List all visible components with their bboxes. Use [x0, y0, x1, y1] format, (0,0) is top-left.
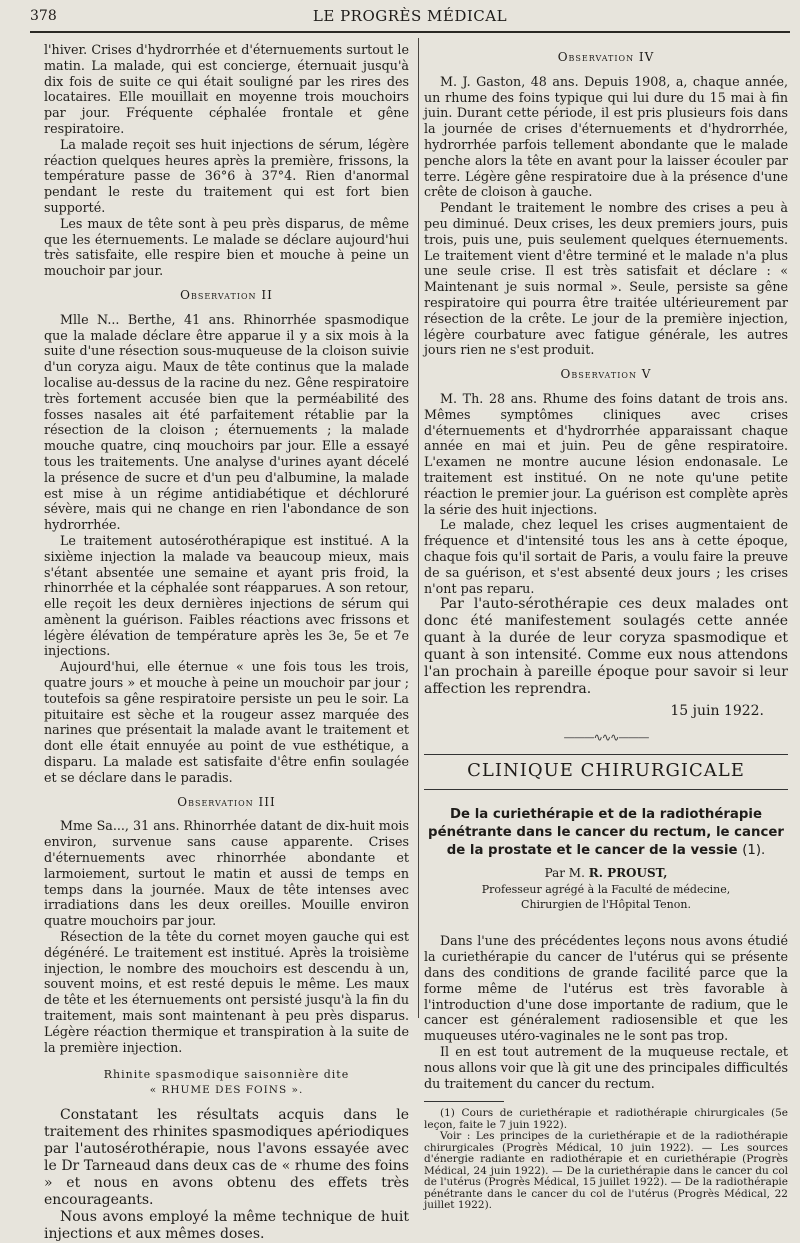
intro-paragraph: La malade reçoit ses huit injections de sérum, légère réaction quelques heures après la première, frissons, la température passe de 36°6 à 37°4. Rien d'anormal pendant le reste du traitement qui est fort bien supporté.: [44, 136, 409, 215]
observation-4-paragraph: Pendant le traitement le nombre des crises a peu à peu diminué. Deux crises, les deux premiers jours, puis trois, puis une, puis seulement quelques éternuements. Le traitement vient d'être terminé et le malade n'a plus une seule crise. Il est très satisfait et déclare : « Maintenant je suis normal ». Seule, persiste sa gêne respiratoire qui pourra être traitée ultérieurement par résection de la crête. Le jour de la première injection, légère courbature avec fatigue générale, les autres jours rien ne s'est produit.: [424, 200, 788, 358]
rhinite-subheading: « RHUME DES FOINS ».: [149, 1084, 304, 1097]
footnote: Voir : Les principes de la curiethérapie et de la radiothérapie chirurgicales (Progrès Médical, 10 juin 1922). — Les sources d'énergie radiante en radiothérapie et en curiethérapie (Progrès Médical, 24 juin 1922). — De la curiethérapie dans le cancer du col de l'utérus (Progrès Médical, 15 juillet 1922). — De la radiothérapie pénétrante dans le cancer du col de l'utérus (Progrès Médical, 22 juillet 1922).: [424, 1130, 788, 1212]
journal-title: LE PROGRÈS MÉDICAL: [312, 7, 508, 25]
section-ornament: ———∿∿∿———: [563, 731, 649, 745]
article-body: [424, 933, 788, 1091]
article-title: [424, 806, 788, 860]
intro-paragraph: Les maux de tête sont à peu près disparus, de même que les éternuements. Le malade se déclare aujourd'hui très satisfaite, elle respire bien et mouche à peine un mouchoir par jour.: [44, 215, 409, 279]
observation-3-paragraph: Mme Sa..., 31 ans. Rhinorrhée datant de dix-huit mois environ, survenue sans cause apparente. Crises d'éternuements avec rhinorrhée abondante et larmoiement, surtout le matin et aussi de temps en temps dans la journée. Maux de tête intenses avec irradiations dans les deux oreilles. Mouille environ quatre mouchoirs par jour.: [44, 818, 409, 929]
observation-5-paragraph: M. Th. 28 ans. Rhume des foins datant de trois ans. Mêmes symptômes cliniques avec crises d'éternuements et d'hydrorrhée apparaissant chaque année en mai et juin. Peu de gêne respiratoire. L'examen ne montre aucune lésion endonasale. Le traitement est institué. On ne note qu'une petite réaction le premier jour. La guérison est complète après la série des huit injections.: [424, 390, 788, 517]
right-column: [424, 42, 788, 1212]
conclusion-paragraph: Par l'auto-sérothérapie ces deux malades ont donc été manifestement soulagés cette année quant à la durée de leur coryza spasmodique et quant à son intensité. Comme eux nous attendons l'an prochain à pareille époque pour savoir si leur affection les reprendra.: [424, 596, 788, 698]
column-divider: [418, 38, 419, 1018]
author-name: R. PROUST,: [588, 865, 668, 880]
observation-2-paragraph: Mlle N... Berthe, 41 ans. Rhinorrhée spasmodique que la malade déclare être apparue il y a six mois à la suite d'une résection sous-muqueuse de la cloison suivie d'un coryza aigu. Maux de tête continus que la malade localise au-dessus de la racine du nez. Gêne respiratoire très fortement accusée bien que la perméabilité des fosses nasales ait été parfaitement rétablie par la résection de la cloison ; éternuements ; la malade mouche quatre, cinq mouchoirs par jour. Elle a essayé tous les traitements. Une analyse d'urines ayant décelé la présence de sucre et d'un peu d'albumine, la malade est mise à un régime antidiabétique et déchloruré sévère, mais qui ne change en rien l'abondance de son hydrorrhée.: [44, 311, 409, 533]
intro-paragraph: l'hiver. Crises d'hydrorrhée et d'éternuements surtout le matin. La malade, qui est concierge, éternuait jusqu'à dix fois de suite ce qui était souligné par les rires des locataires. Elle mouillait en moyenne trois mouchoirs par jour. Fréquente céphalée frontale et gêne respiratoire.: [44, 42, 409, 136]
rhinite-heading: Rhinite spasmodique saisonnière dite: [103, 1068, 350, 1082]
observation-4-heading: Observation IV: [557, 50, 655, 64]
article-title-text: De la curiethérapie et de la radiothérapie pénétrante dans le cancer du rectum, le cancer de la prostate et le cancer de la vessie: [428, 806, 784, 858]
observation-2-paragraph: Aujourd'hui, elle éternue « une fois tous les trois, quatre jours » et mouche à peine un mouchoir par jour ; toutefois sa gêne respiratoire persiste un peu le soir. La pituitaire est sèche et la rougeur assez marquée des narines que présentait la malade avant le traitement et dont elle était ennuyée au point de vue esthétique, a disparu. La malade est satisfaite d'être enfin soulagée et se déclare dans le paradis.: [44, 659, 409, 785]
article-title-footnote-ref: (1).: [742, 842, 766, 858]
observation-2-paragraph: Le traitement autosérothérapique est institué. A la sixième injection la malade va beaucoup mieux, mais s'étant absentée une semaine et ayant pris froid, la rhinorrhée et la céphalée sont réapparues. A son retour, elle reçoit les deux dernières injections de sérum qui amènent la guérison. Faibles réactions avec frissons et légère élévation de température après les 3e, 5e et 7e injections.: [44, 532, 409, 659]
rhinite-paragraph: Constatant les résultats acquis dans le traitement des rhinites spasmodiques apériodiques par l'autosérothérapie, nous l'avons essayée avec le Dr Tarneaud dans deux cas de « rhume des foins » et nous en avons obtenu des effets très encourageants.: [44, 1107, 409, 1208]
observation-4-paragraph: M. J. Gaston, 48 ans. Depuis 1908, a, chaque année, un rhume des foins typique qui lui dure du 15 mai à fin juin. Durant cette période, il est pris plusieurs fois dans la journée de crises d'éternuements et d'hydrorrhée, hydrorrhée parfois tellement abondante que le malade penche alors la tête en avant pour la laisser écouler par terre. Légère gêne respiratoire due à la présence d'une crête de cloison à gauche.: [424, 73, 788, 200]
author-role: Professeur agrégé à la Faculté de médecine,: [481, 883, 731, 897]
observation-5-heading: Observation V: [560, 367, 652, 382]
observation-3-heading: Observation III: [177, 794, 276, 809]
footnote: (1) Cours de curiethérapie et radiothérapie chirurgicales (5e leçon, faite le 7 juin 1922).: [424, 1107, 788, 1131]
left-column: [44, 42, 409, 1243]
signature-date: 15 juin 1922.: [670, 703, 764, 720]
author-affiliation: Chirurgien de l'Hôpital Tenon.: [521, 898, 691, 912]
footnotes: [424, 1108, 788, 1212]
rhinite-paragraph: Nous avons employé la même technique de huit injections et aux mêmes doses.: [44, 1209, 409, 1242]
section-title: CLINIQUE CHIRURGICALE: [424, 754, 788, 790]
header-rule: [30, 31, 790, 33]
author-prefix: Par M.: [544, 865, 585, 880]
article-paragraph: Dans l'une des précédentes leçons nous avons étudié la curiethérapie du cancer de l'utérus qui se présente dans des conditions de grande facilité parce que la forme même de l'utérus est très favorable à l'introduction d'une dose importante de radium, que le cancer est généralement radiosensible et que les muqueuses utéro-vaginales ne le sont pas trop.: [424, 933, 788, 1044]
observation-5-paragraph: Le malade, chez lequel les crises augmentaient de fréquence et d'intensité tous les ans à cette époque, chaque fois qu'il sortait de Paris, a voulu faire la preuve de sa guérison, et s'est absenté deux jours ; les crises n'ont pas reparu.: [424, 517, 788, 596]
observation-3-paragraph: Résection de la tête du cornet moyen gauche qui est dégénéré. Le traitement est institué. Après la troisième injection, le nombre des mouchoirs est descendu à un, souvent moins, et est resté depuis le même. Les maux de tête et les éternuements ont persisté jusqu'à la fin du traitement, mais sont maintenant à peu près disparus. Légère réaction thermique et transpiration à la suite de la première injection.: [44, 929, 409, 1055]
footnote-rule: [424, 1101, 504, 1102]
author-line: [424, 866, 788, 882]
article-paragraph: Il en est tout autrement de la muqueuse rectale, et nous allons voir que là git une des principales difficultés du traitement du cancer du rectum.: [424, 1044, 788, 1091]
observation-2-heading: Observation II: [180, 287, 273, 302]
page-header: [30, 0, 790, 30]
page-number: 378: [30, 8, 57, 24]
